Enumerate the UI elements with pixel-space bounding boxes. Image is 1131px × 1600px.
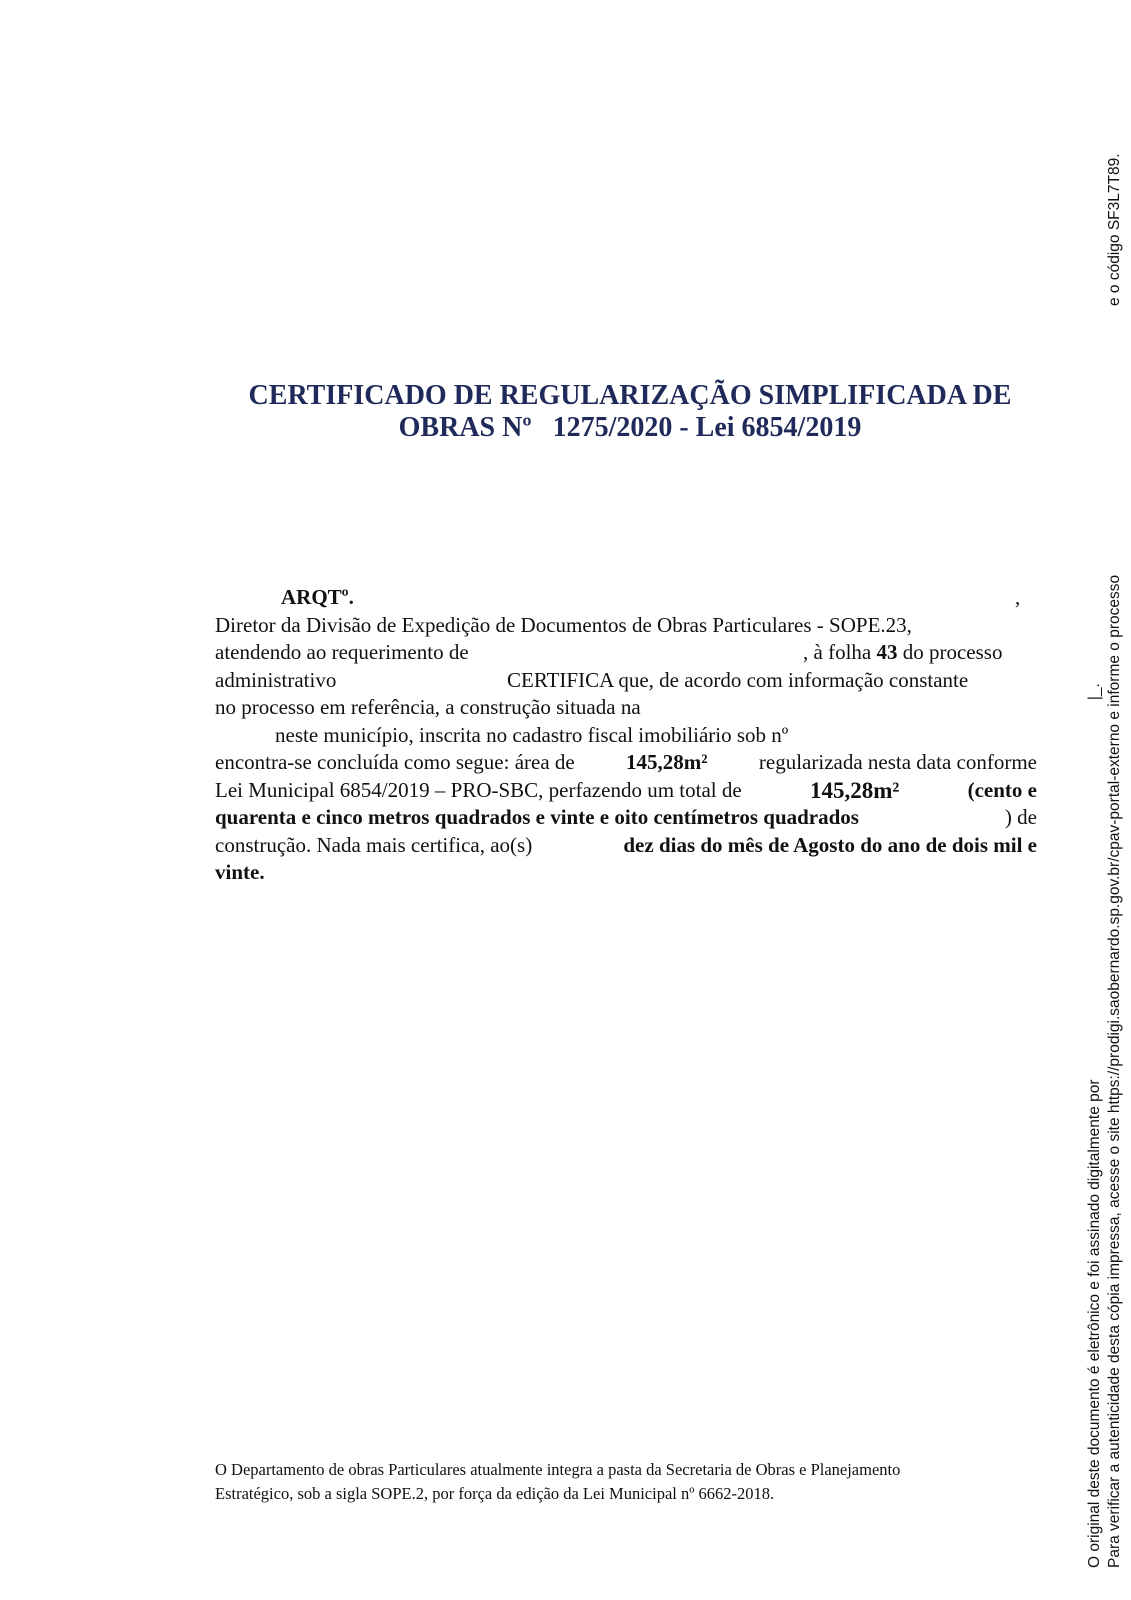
body-line-3b: , à folha 43 do processo [803, 640, 1003, 664]
footer-line-2: Estratégico, sob a sigla SOPE.2, por força da edição da Lei Municipal nº 6662-2018. [215, 1484, 775, 1503]
body-line-6 [215, 722, 1037, 750]
body-line-11-text: vinte. [215, 860, 265, 884]
area-value-2: 145,28m² [809, 777, 900, 803]
body-line-3a: atendendo ao requerimento de [215, 640, 469, 664]
body-line-10a: construção. Nada mais certifica, ao(s) [215, 832, 533, 857]
footer-line-1: O Departamento de obras Particulares atualmente integra a pasta da Secretaria de Obras e Planejamento [215, 1460, 901, 1479]
body-line-7a: encontra-se concluída como segue: área de [215, 750, 575, 774]
body-line-2 [215, 612, 1037, 640]
title-line-1: CERTIFICADO DE REGULARIZAÇÃO SIMPLIFICADA DE [248, 380, 1012, 411]
body-line-5-text: no processo em referência, a construção situada na [215, 695, 641, 719]
body-line-7 [215, 749, 1037, 777]
body-line-10b: dez dias do mês de Agosto do ano de dois mil e [623, 832, 1037, 857]
body-line-9 [215, 804, 1037, 832]
certificate-title [200, 380, 1060, 444]
body-line-5 [215, 694, 1037, 722]
body-line-9b: ) de [1004, 805, 1037, 829]
arqt-comma: , [1015, 585, 1021, 609]
body-line-6-text: neste município, inscrita no cadastro fiscal imobiliário sob nº [275, 722, 789, 747]
area-value-1: 145,28m² [626, 750, 708, 774]
body-line-4b: CERTIFICA que, de acordo com informação constante [507, 667, 969, 692]
footer-note [215, 1458, 1015, 1506]
title-line-2: OBRAS Nº 1275/2020 - Lei 6854/2019 [398, 412, 862, 443]
body-line-3 [215, 639, 1037, 667]
body-line-arqt [215, 584, 1037, 612]
body-line-4 [215, 667, 1037, 695]
side-note-line-2: Para verificar a autenticidade desta cópia impressa, acesse o site https://prodigi.saobernardo.sp.gov.br/cpav-portal-externo e informe o processo [1106, 574, 1123, 1568]
body-line-10 [215, 832, 1037, 860]
body-line-4a: administrativo [215, 667, 337, 692]
body-line-7c: regularizada nesta data conforme [758, 750, 1037, 774]
body-line-8c: (cento e [967, 777, 1037, 802]
body-line-8a: Lei Municipal 6854/2019 – PRO-SBC, perfazendo um total de [215, 777, 742, 802]
body-line-11 [215, 859, 1037, 887]
side-note-mark: |_. [1086, 683, 1103, 701]
body-line-9a: quarenta e cinco metros quadrados e vinte e oito centímetros quadrados [215, 805, 859, 829]
side-note-line-1: O original deste documento é eletrônico e foi assinado digitalmente por |_. [1086, 683, 1103, 1568]
arqt-label: ARQTº. [281, 585, 354, 609]
certificate-body [215, 584, 1037, 887]
body-line-2-text: Diretor da Divisão de Expedição de Documentos de Obras Particulares - SOPE.23, [215, 612, 912, 637]
body-line-8 [215, 777, 1037, 805]
side-note-line-3: e o código SF3L7T89. [1106, 153, 1123, 306]
